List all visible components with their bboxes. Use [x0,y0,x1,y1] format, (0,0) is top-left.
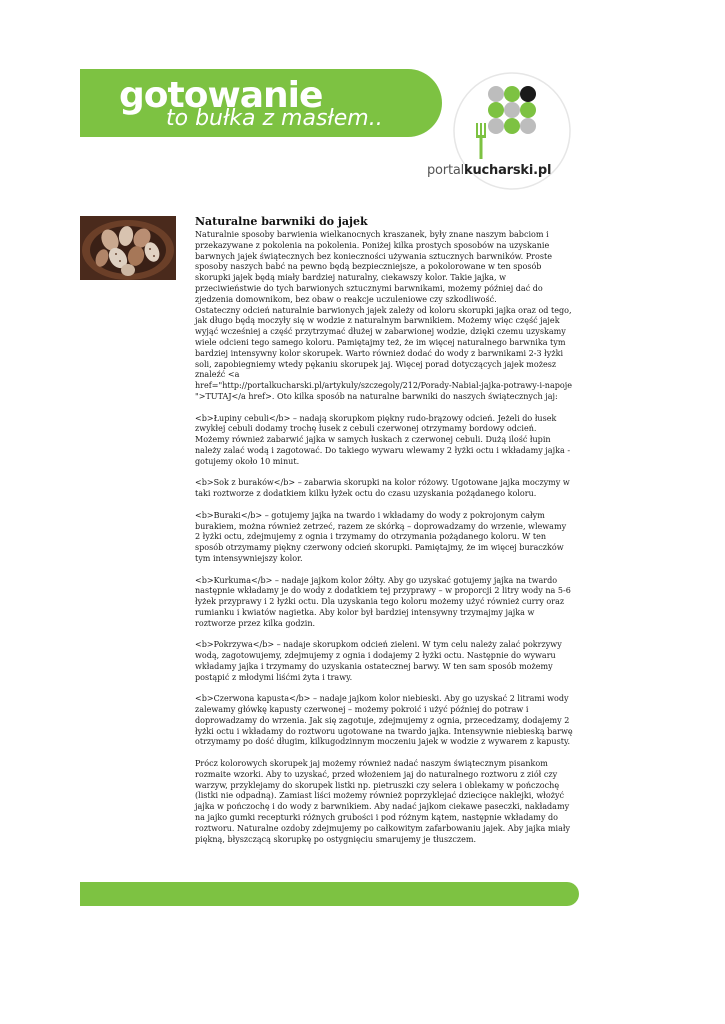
text-line: skorupki jajek będą miały bardziej naturalny, ciekawszy kolor. Takie jajka, w [195,273,506,283]
text-line: rozmaite wzorki. Aby to uzyskać, przed włożeniem jaj do naturalnego roztworu z ziół czy [195,769,558,779]
article-paragraph [195,694,588,748]
text-line: warzyw, przyklejamy do skorupek listki np. pietruszki czy selera i oblekamy w pończochę [195,780,560,790]
text-line: ">TUTAJ</a href>. Oto kilka sposób na naturalne barwniki do naszych świątecznych jaj: [195,391,558,401]
text-line: burakiem, można również zetrzeć, razem ze skórką – doprowadzamy do wrzenie, wlewamy [195,521,567,531]
text-line: wyjąć wcześniej a część przytrzymać dłużej w zabarwionej wodzie, dzięki czemu uzyskamy [195,327,566,337]
text-line: znaleźć <a [195,370,240,380]
text-line: otrzymamy po dość długim, kilkugodzinnym moczeniu jajek w wodzie z wywarem z kapusty. [195,737,571,747]
text-line: rumianku i kwiatów nagietka. Aby kolor był bardziej intensywny trzymajmy jajka w [195,607,535,617]
article-paragraph [195,511,588,565]
text-line: gotujemy około 10 minut. [195,456,300,466]
brand-name: portalkucharski.pl [427,163,552,178]
text-line: <b>Sok z buraków</b> – zabarwia skorupki na kolor różowy. Ugotowane jajka moczymy w [195,478,570,488]
text-line: roztworu. Naturalne ozdoby zdejmujemy po całkowitym zafarbowaniu jajek. Aby jajka miały [195,823,571,833]
text-line: zjedzenia domownikom, bez obaw o reakcje uczuleniowe czy szkodliwość. [195,294,497,304]
text-line: tym intensywniejszy kolor. [195,553,303,563]
text-line: jajka w pończochę i do wody z barwnikiem. Aby nadać jajkom ciekawe paseczki, nakładamy [195,802,570,812]
logo-tagline: to bułka z masłem.. [166,106,383,131]
article-paragraph [195,576,588,630]
text-line: <b>Łupiny cebuli</b> – nadają skorupkom piękny rudo-brązowy odcień. Jeżeli do łusek [195,413,557,423]
article-paragraph [195,478,588,500]
text-line: Możemy również zabarwić jajka w samych łuskach z czerwonej cebuli. Dużą ilość łupin [195,435,551,445]
text-line: na jajko gumki recepturki różnych grubości i pod różnym kątem, następnie wkładamy do [195,813,559,823]
text-line: Ostateczny odcień naturalnie barwionych jajek zależy od koloru skorupki jajka oraz od tego, [195,305,572,315]
text-line: należy zalać wodą i zagotować. Do takiego wywaru wlewamy 2 łyżki octu i wkładamy jajka - [195,445,571,455]
text-line: Prócz kolorowych skorupek jaj możemy również nadać naszym świątecznym pisankom [195,759,548,769]
text-line: zalewamy główkę kapusty czerwonej – możemy pokroić i użyć później do potraw i [195,705,529,715]
text-line: sposób otrzymamy piękny czerwony odcień skorupki. Pamiętajmy, że im więcej buraczków [195,543,564,553]
text-line: wkładamy jajka i trzymamy do uzyskania ostatecznej barwy. W ten sam sposób możemy [195,661,553,671]
text-line: href="http://portalkucharski.pl/artykuly/szczegoly/212/Porady-Nabial-jajka-potrawy-i-napoje [195,381,573,391]
text-line: bardziej intensywny kolor skorupek. Warto również dodać do wody z barwnikami 2-3 łyżki [195,348,564,358]
text-line: <b>Pokrzywa</b> – nadaje skorupkom odcień zieleni. W tym celu należy zalać pokrzywy [195,640,562,650]
article-paragraph [195,230,588,403]
text-line: 2 łyżki octu, zdejmujemy z ognia i trzymamy do otrzymania pożądanego koloru. W ten [195,532,547,542]
text-line: jak długo będą moczyły się w wodzie z naturalnym barwnikiem. Możemy więc część jajek [195,316,560,326]
text-line: Naturalnie sposoby barwienia wielkanocnych kraszanek, były znane naszym babciom i [195,230,549,239]
text-line: łyżek przyprawy i 2 łyżki octu. Dla uzyskania tego koloru możemy użyć również curry oraz [195,597,565,607]
text-line: (listki nie odpadną). Zamiast liści możemy również poprzyklejać dziecięce naklejki, włożyć [195,791,565,801]
text-line: taki roztworze z dodatkiem kilku łyżek octu do czasu uzyskania pożądanego koloru. [195,489,537,499]
article-paragraph [195,759,588,845]
article-paragraph [195,414,588,468]
text-line: <b>Czerwona kapusta</b> – nadaje jajkom kolor niebieski. Aby go uzyskać 2 litrami wody [195,694,569,704]
article-paragraph [195,640,588,683]
text-line: wiele odcieni tego samego koloru. Pamiętajmy też, że im więcej naturalnego barwnika tym [195,337,566,347]
footer-bar [80,882,579,906]
text-line: zwykłej cebuli dodamy trochę łusek z cebuli czerwonej otrzymamy bordowy odcień. [195,424,537,434]
article-title: Naturalne barwniki do jajek [195,215,368,228]
text-line: <b>Buraki</b> – gotujemy jajka na twardo i wkładamy do wody z pokrojonym całym [195,510,545,520]
text-line: sposoby naszych babć na pewno będą bezpieczniejsze, a pokolorowane w ten sposób [195,262,542,272]
text-line: łyżki octu i wkładamy do roztworu ugotowane na twardo jajka. Intensywnie niebieską barwę [195,726,573,736]
text-line: postąpić z młodymi liśćmi żyta i trawy. [195,672,353,682]
text-line: przeciwieństwie do tych barwionych sztucznymi barwnikami, możemy później dać do [195,283,543,293]
text-line: przekazywane z pokolenia na pokolenia. Poniżej kilka prostych sposobów na uzyskanie [195,240,550,250]
text-line: <b>Kurkuma</b> – nadaje jajkom kolor żółty. Aby go uzyskać gotujemy jajka na twardo [195,575,558,585]
text-line: piękną, błyszczącą skorupkę po ostygnięciu smarujemy je tłuszczem. [195,834,477,844]
text-line: roztworze przez kilka godzin. [195,618,316,628]
text-line: soli, zapobiegniemy wtedy pękaniu skorupek jaj. Więcej porad dotyczących jajek możesz [195,359,557,369]
text-line: barwnych jajek świątecznych bez konieczności używania sztucznych barwników. Proste [195,251,552,261]
article-body [195,230,588,856]
logo-title: gotowanie [119,75,323,116]
text-line: następnie wkładamy je do wody z dodatkiem tej przyprawy – w proporcji 2 litry wody na 5-6 [195,586,571,596]
text-line: wodą, zagotowujemy, zdejmujemy z ognia i dodajemy 2 łyżki octu. Następnie do wywaru [195,651,556,661]
text-line: doprowadzamy do wrzenia. Jak się zagotuje, zdejmujemy z ognia, przecedzamy, dodajemy 2 [195,715,570,725]
eggs-in-basket-image [80,216,176,280]
